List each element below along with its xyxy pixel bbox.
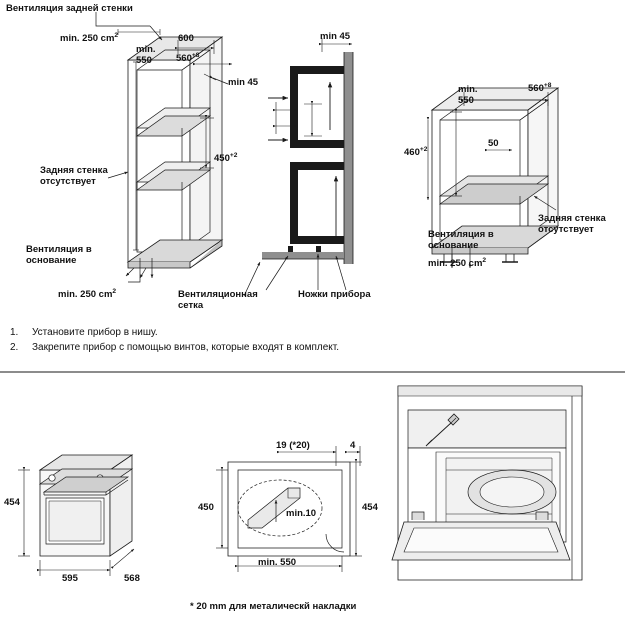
oven-open-door <box>392 386 582 580</box>
label-vent-grid: Вентиляционная сетка <box>178 289 258 311</box>
label-base-ventilation-left: Вентиляция в основание <box>26 244 92 266</box>
label-feet: Ножки прибора <box>298 289 371 300</box>
step-item <box>10 342 610 353</box>
label-inner-depth: min.10 <box>286 508 317 519</box>
label-bottom-width: min. 550 <box>258 557 297 568</box>
label-right-width-560: $560^{+8}$ <box>528 82 552 95</box>
installation-steps <box>10 327 610 357</box>
label-oven-width: 595 <box>62 573 78 584</box>
label-top-gap: 19 (*20) <box>276 440 310 451</box>
label-base-vent-area-left: min. 250 $cm^2$ <box>58 288 117 301</box>
step-number: 1. <box>10 327 19 338</box>
label-rear-ventilation: Вентиляция задней стенки <box>6 3 133 14</box>
label-no-back-wall-left: Задняя стенка отсутствует <box>40 165 108 187</box>
label-no-back-wall-right: Задняя стенка отсутствует <box>538 213 606 235</box>
label-min-45-right: min 45 <box>320 31 351 42</box>
step-text: Установите прибор в нишу. <box>32 327 158 338</box>
label-footnote: * 20 mm для металическй накладки <box>190 601 357 612</box>
label-side-height: 454 <box>362 502 378 513</box>
label-oven-height: 454 <box>4 497 20 508</box>
step-item <box>10 327 610 338</box>
label-min-550: min. 550 <box>136 44 156 66</box>
label-base-vent-area-right: min. 250 $cm^2$ <box>428 257 487 270</box>
step-text: Закрепите прибор с помощью винтов, которые входят в комплект. <box>32 342 339 353</box>
label-front-height: 450 <box>198 502 214 513</box>
label-right-min-550: min. 550 <box>458 84 478 106</box>
left-niche-cabinet <box>128 37 222 268</box>
label-oven-depth: 568 <box>124 573 140 584</box>
oven-perspective <box>40 455 132 556</box>
label-width-560: $560^{+8}$ <box>176 52 200 65</box>
label-right-height-460: $460^{+2}$ <box>404 146 428 159</box>
label-depth-600: 600 <box>178 33 194 44</box>
label-right-depth-50: 50 <box>488 138 499 149</box>
label-top-gap-right: 4 <box>350 440 356 451</box>
step-number: 2. <box>10 342 19 353</box>
label-rear-vent-area: min. 250 $cm^2$ <box>60 32 119 45</box>
label-base-ventilation-right: Вентиляция в основание <box>428 229 494 251</box>
label-min-45-left: min 45 <box>228 77 259 88</box>
middle-section-view <box>244 38 353 296</box>
label-height-450: $450^{+2}$ <box>214 152 238 165</box>
